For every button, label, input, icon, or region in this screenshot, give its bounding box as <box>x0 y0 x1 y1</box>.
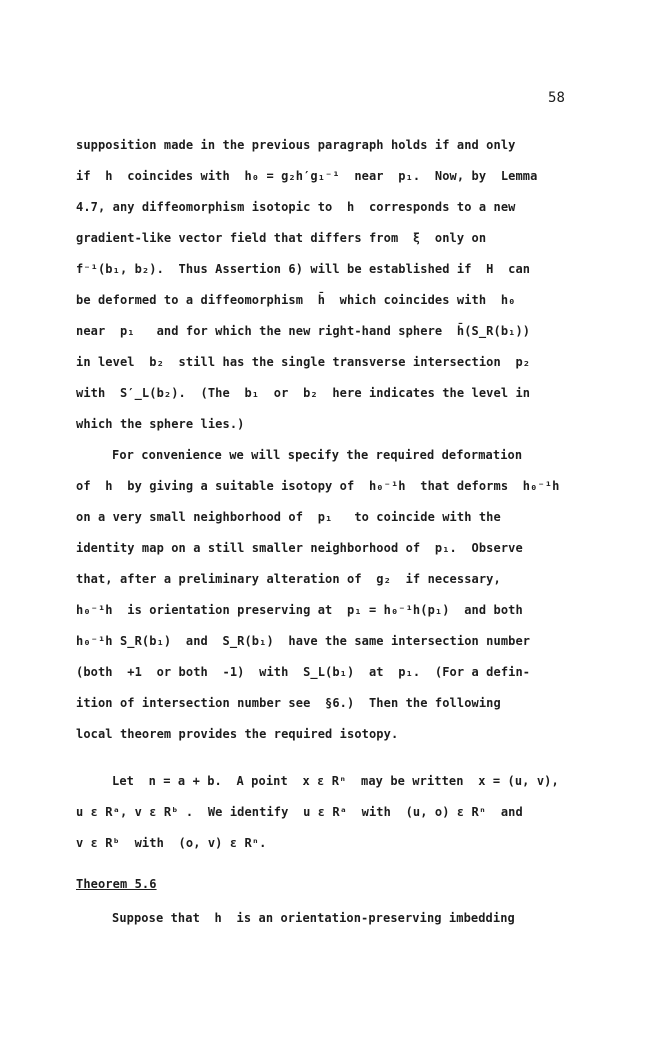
text-line: u ε Rᵃ, v ε Rᵇ . We identify u ε Rᵃ with (u, o) ε Rⁿ and <box>76 805 523 819</box>
text-line: ition of intersection number see §6.) Then the following <box>76 696 501 710</box>
text-line: supposition made in the previous paragraph holds if and only <box>76 138 516 152</box>
text-line: identity map on a still smaller neighborhood of p₁. Observe <box>76 541 523 555</box>
text-line: in level b₂ still has the single transverse intersection p₂ <box>76 355 531 369</box>
text-line: of h by giving a suitable isotopy of h₀⁻¹h that deforms h₀⁻¹h <box>76 479 560 493</box>
text-line: Let n = a + b. A point x ε Rⁿ may be written x = (u, v), <box>112 774 559 788</box>
text-line: For convenience we will specify the required deformation <box>112 448 523 462</box>
text-line: that, after a preliminary alteration of g₂ if necessary, <box>76 572 501 586</box>
text-line: v ε Rᵇ with (o, v) ε Rⁿ. <box>76 836 267 850</box>
text-line: h₀⁻¹h S_R(b₁) and S_R(b₁) have the same intersection number <box>76 634 531 648</box>
text-line: f⁻¹(b₁, b₂). Thus Assertion 6) will be established if H can <box>76 262 531 276</box>
text-line: 4.7, any diffeomorphism isotopic to h corresponds to a new <box>76 200 516 214</box>
text-line: local theorem provides the required isotopy. <box>76 727 399 741</box>
text-line: on a very small neighborhood of p₁ to coincide with the <box>76 510 501 524</box>
page-number: 58 <box>548 90 566 106</box>
text-line: with S′_L(b₂). (The b₁ or b₂ here indicates the level in <box>76 386 531 400</box>
text-line: Suppose that h is an orientation-preserving imbedding <box>112 911 515 925</box>
text-line: (both +1 or both -1) with S_L(b₁) at p₁. (For a defin- <box>76 665 531 679</box>
text-line: if h coincides with h₀ = g₂h′g₁⁻¹ near p₁. Now, by Lemma <box>76 169 538 183</box>
theorem-heading: Theorem 5.6 <box>76 877 157 891</box>
text-line: gradient-like vector field that differs from ξ only on <box>76 231 487 245</box>
text-line: h₀⁻¹h is orientation preserving at p₁ = h₀⁻¹h(p₁) and both <box>76 603 523 617</box>
text-line: near p₁ and for which the new right-hand sphere h̄(S_R(b₁)) <box>76 324 531 338</box>
text-line: be deformed to a diffeomorphism h̄ which coincides with h₀ <box>76 293 516 307</box>
text-line: which the sphere lies.) <box>76 417 245 431</box>
